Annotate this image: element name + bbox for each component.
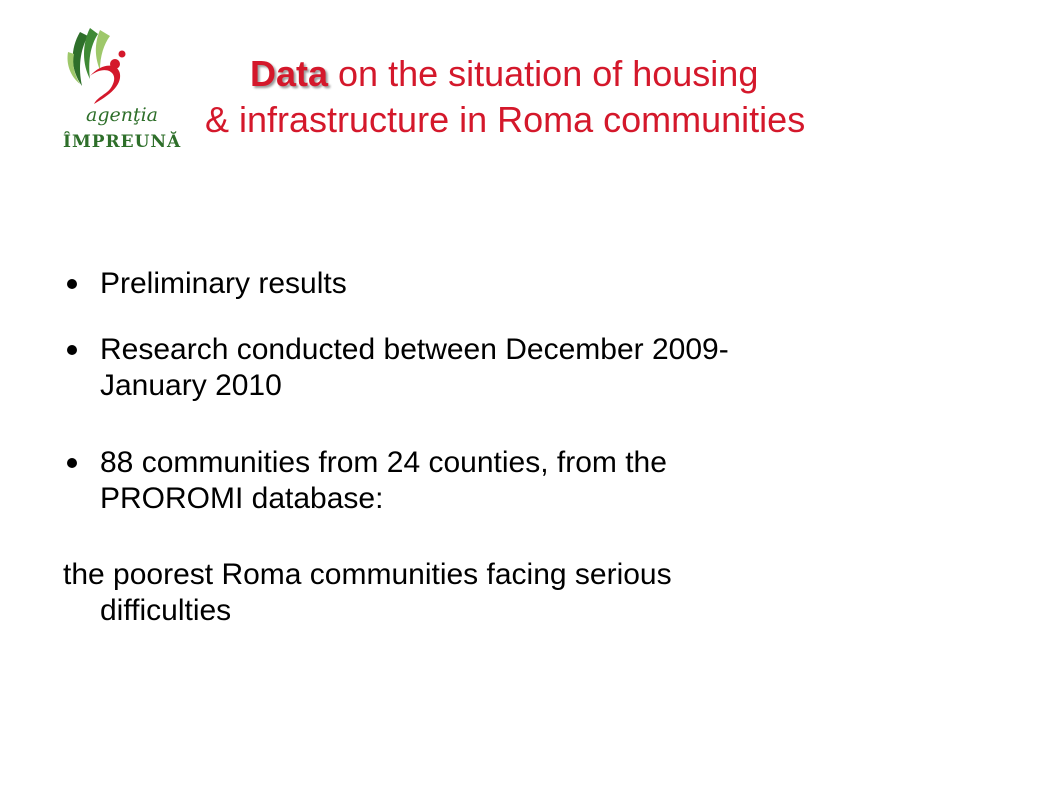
list-item — [100, 266, 1000, 302]
note-line: difficulties — [100, 594, 232, 627]
list-item-line: Research conducted between December 2009- — [100, 333, 729, 366]
wing-emblem-icon — [60, 24, 150, 114]
bullet-dot — [67, 458, 77, 468]
list-item-line: 88 communities from 24 counties, from the — [100, 446, 667, 479]
list-item-line: January 2010 — [100, 369, 282, 402]
bullet-dot — [67, 345, 77, 355]
note-line: the poorest Roma communities facing serious — [63, 558, 672, 591]
list-item — [100, 445, 1000, 517]
logo-word: agenţia — [86, 104, 159, 126]
list-item-line: PROROMI database: — [100, 482, 384, 515]
list-item — [100, 332, 1000, 404]
note-paragraph — [63, 557, 1023, 629]
title-bold-word: Data — [250, 53, 329, 94]
list-item-line: Preliminary results — [100, 267, 347, 300]
title-line-2: & infrastructure in Roma communities — [205, 99, 806, 140]
title-line-1 — [250, 52, 758, 96]
bullet-dot — [67, 279, 77, 289]
logo-name: ÎMPREUNĂ — [63, 132, 182, 152]
title-line-1-rest: on the situation of housing — [328, 53, 759, 94]
agentia-impreuna-logo — [60, 24, 182, 164]
